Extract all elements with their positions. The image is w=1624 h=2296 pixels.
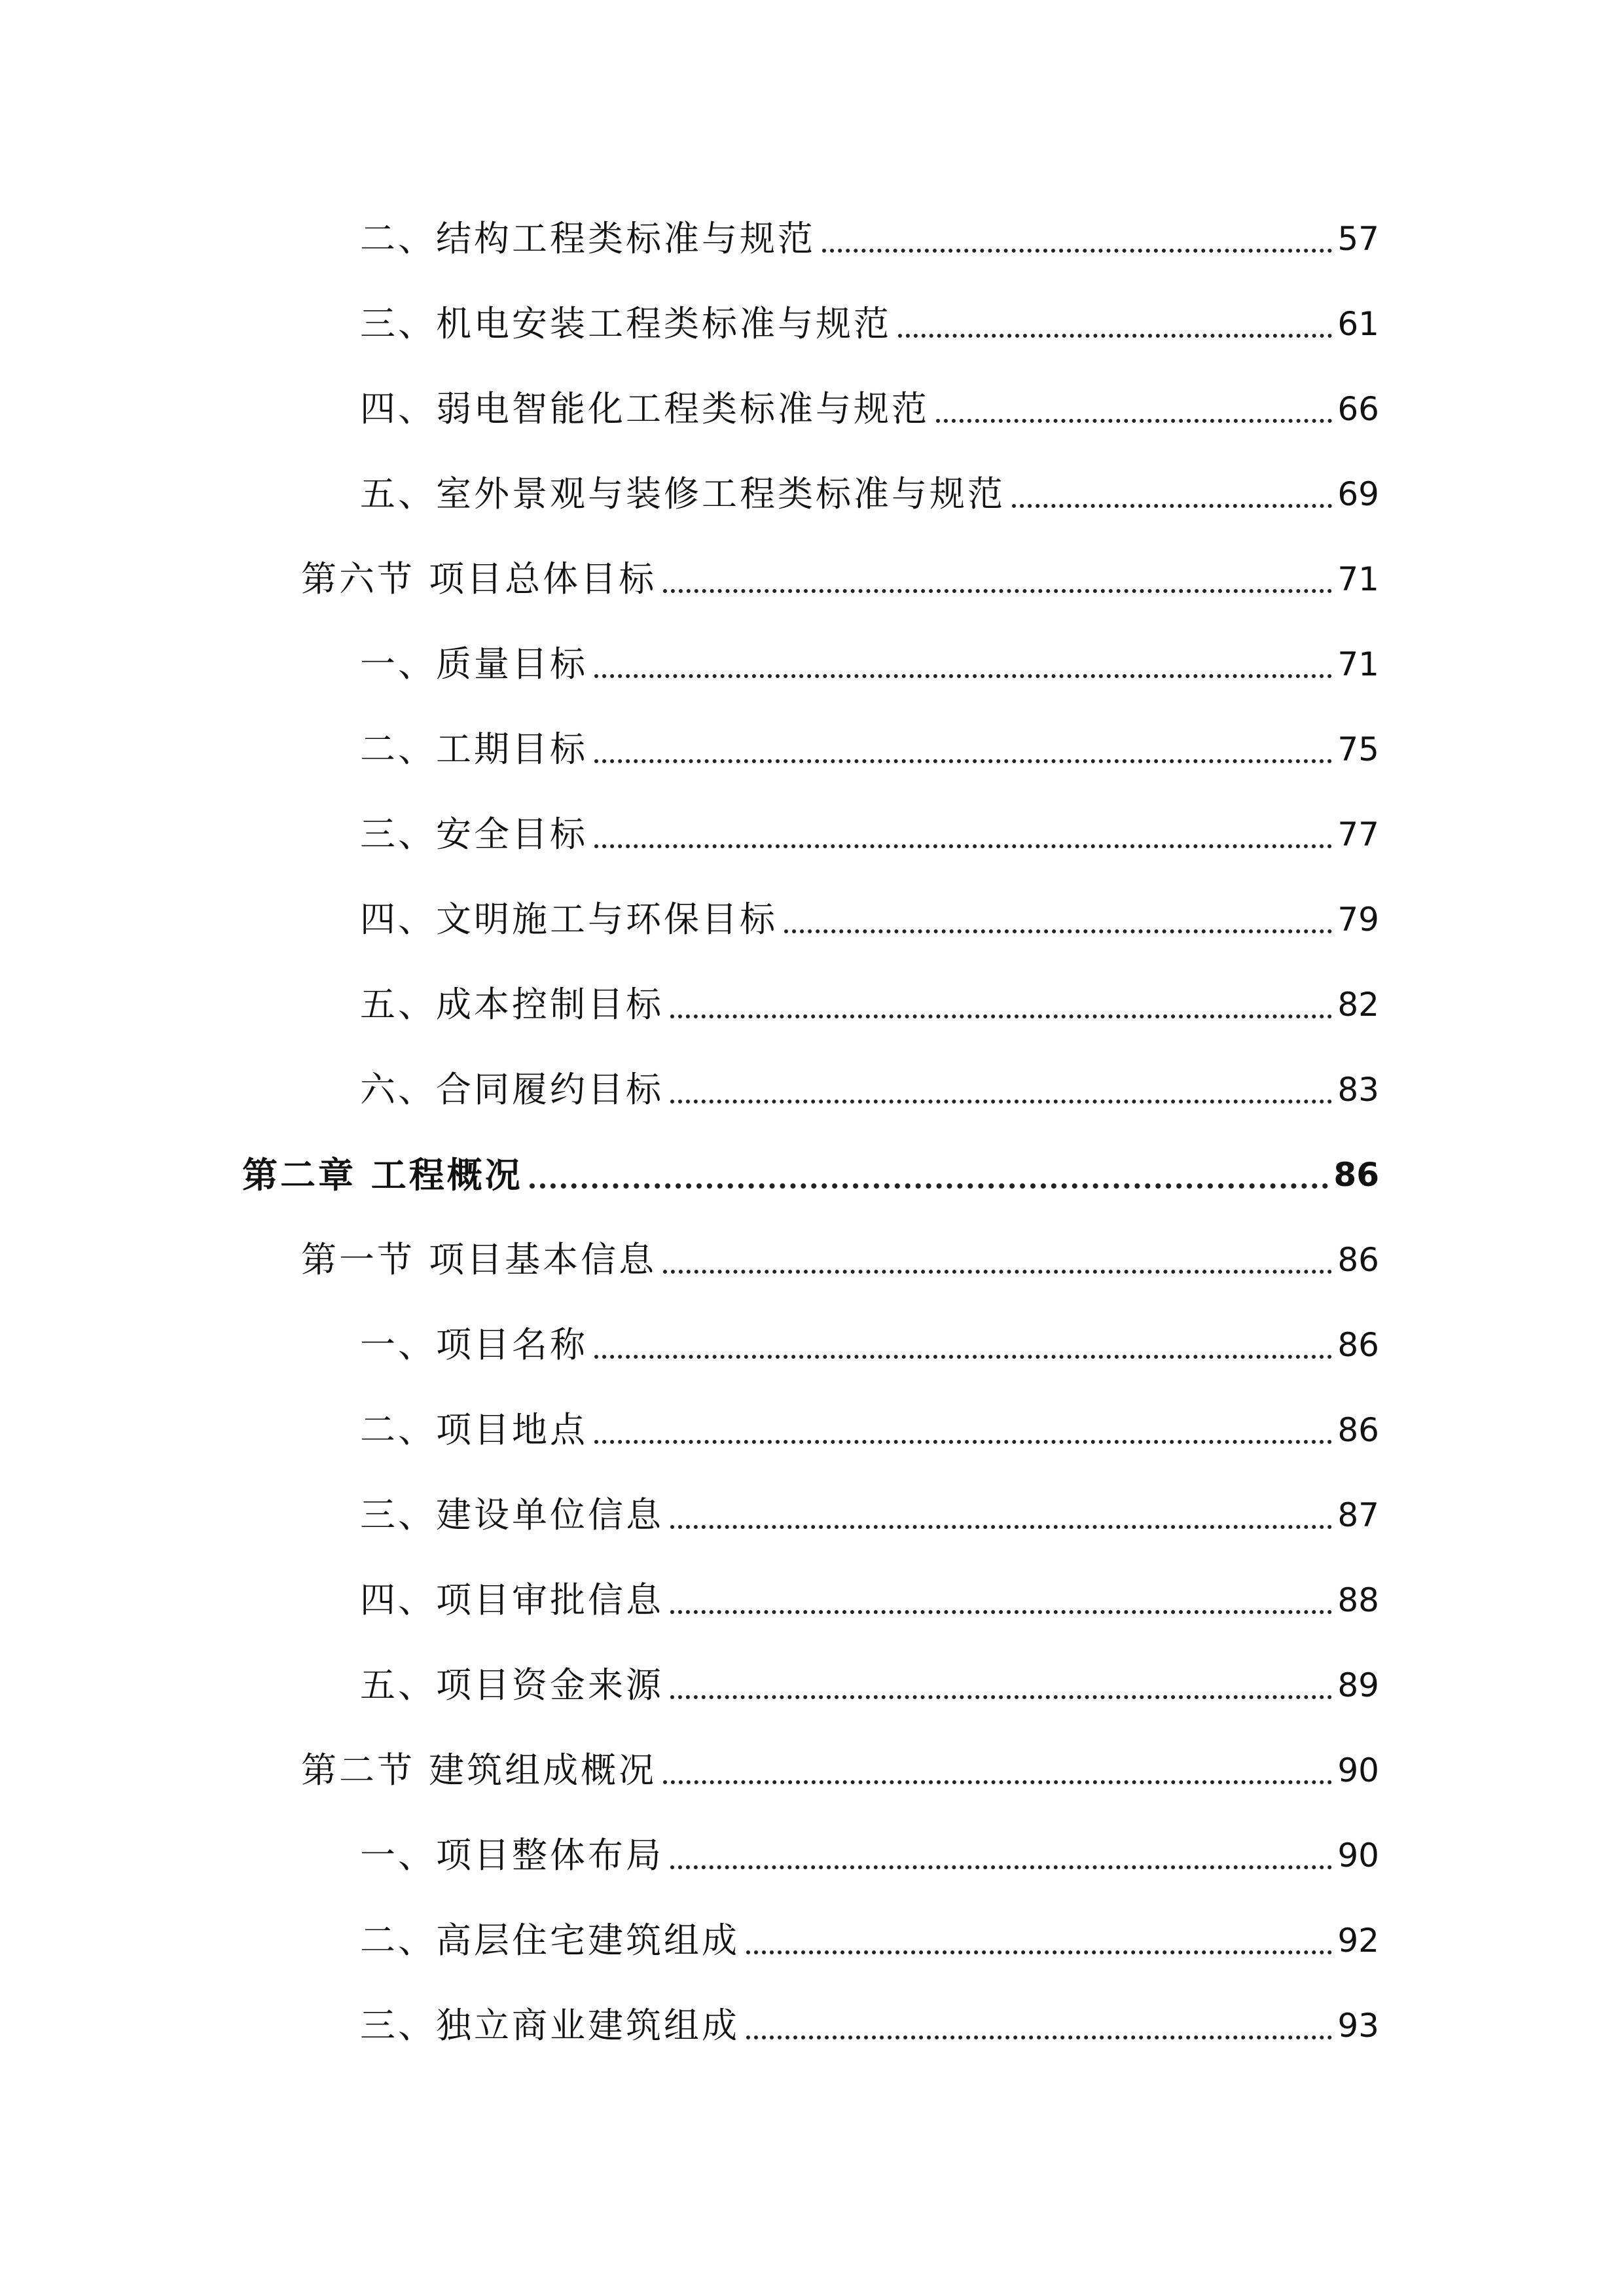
toc-dot-leader (594, 674, 1332, 678)
toc-entry-title: 五、室外景观与装修工程类标准与规范 (360, 473, 1005, 514)
toc-entry-page: 87 (1337, 1496, 1379, 1534)
toc-entry-page: 66 (1337, 390, 1379, 428)
toc-entry-page: 86 (1337, 1326, 1379, 1364)
toc-entry[interactable] (360, 962, 1379, 1028)
toc-entry[interactable] (360, 1302, 1379, 1368)
toc-dot-leader (822, 249, 1332, 253)
toc-entry-title: 二、工期目标 (360, 728, 588, 770)
toc-entry-title: 三、安全目标 (360, 814, 588, 855)
toc-entry[interactable] (360, 1473, 1379, 1538)
toc-entry-page: 71 (1337, 645, 1379, 683)
toc-entry[interactable] (360, 622, 1379, 687)
toc-entry-page: 89 (1337, 1666, 1379, 1704)
toc-entry-page: 90 (1337, 1751, 1379, 1789)
toc-dot-leader (670, 1610, 1332, 1614)
toc-entry-title: 一、质量目标 (360, 643, 588, 685)
toc-entry-page: 57 (1337, 220, 1379, 258)
toc-entry[interactable] (360, 1047, 1379, 1113)
toc-entry-title: 四、项目审批信息 (360, 1579, 664, 1621)
toc-dot-leader (670, 1525, 1332, 1529)
toc-entry-title: 第二章 工程概况 (242, 1154, 523, 1196)
toc-entry-title: 一、项目名称 (360, 1324, 588, 1365)
toc-entry[interactable] (360, 1558, 1379, 1623)
toc-entry-page: 90 (1337, 1837, 1379, 1874)
toc-entry[interactable] (360, 1813, 1379, 1878)
toc-entry-page: 86 (1333, 1156, 1379, 1194)
toc-entry[interactable] (360, 196, 1379, 262)
toc-entry-title: 三、独立商业建筑组成 (360, 2005, 740, 2046)
toc-entry[interactable] (360, 281, 1379, 347)
toc-dot-leader (594, 844, 1332, 848)
toc-dot-leader (663, 1270, 1332, 1274)
toc-dot-leader (670, 1014, 1332, 1018)
toc-dot-leader (1012, 504, 1332, 508)
toc-dot-leader (670, 1865, 1332, 1869)
toc-dot-leader (746, 2036, 1332, 2039)
toc-dot-leader (784, 929, 1332, 933)
toc-entry-page: 93 (1337, 2007, 1379, 2045)
toc-dot-leader (594, 759, 1332, 763)
toc-entry[interactable] (360, 1983, 1379, 2049)
toc-entry[interactable] (360, 877, 1379, 942)
toc-entry[interactable] (360, 792, 1379, 857)
toc-entry-page: 82 (1337, 986, 1379, 1024)
toc-entry-page: 71 (1337, 560, 1379, 598)
toc-entry-title: 四、弱电智能化工程类标准与规范 (360, 388, 929, 429)
toc-entry-title: 二、项目地点 (360, 1409, 588, 1450)
toc-entry-page: 92 (1337, 1922, 1379, 1960)
toc-entry[interactable] (301, 1728, 1379, 1793)
toc-entry[interactable] (360, 1643, 1379, 1708)
toc-entry[interactable] (301, 1217, 1379, 1283)
toc-entry-page: 86 (1337, 1411, 1379, 1449)
toc-entry-title: 第六节 项目总体目标 (301, 558, 657, 600)
toc-entry-title: 二、结构工程类标准与规范 (360, 218, 816, 259)
toc-dot-leader (936, 419, 1332, 423)
toc-dot-leader (530, 1183, 1329, 1189)
toc-dot-leader (898, 334, 1332, 338)
toc-entry-page: 69 (1337, 475, 1379, 513)
toc-dot-leader (746, 1950, 1332, 1954)
toc-dot-leader (663, 1780, 1332, 1784)
toc-entry[interactable] (301, 537, 1379, 602)
toc-entry-title: 一、项目整体布局 (360, 1835, 664, 1876)
toc-entry-title: 第二节 建筑组成概况 (301, 1749, 657, 1791)
toc-dot-leader (670, 1695, 1332, 1699)
toc-entry-title: 三、建设单位信息 (360, 1494, 664, 1535)
toc-entry-page: 86 (1337, 1241, 1379, 1279)
toc-entry-title: 三、机电安装工程类标准与规范 (360, 303, 892, 344)
toc-entry[interactable] (242, 1132, 1379, 1198)
toc-dot-leader (670, 1100, 1332, 1103)
toc-entry-title: 六、合同履约目标 (360, 1069, 664, 1110)
toc-entry[interactable] (360, 367, 1379, 432)
toc-entry-title: 第一节 项目基本信息 (301, 1239, 657, 1280)
toc-entry-title: 二、高层住宅建筑组成 (360, 1920, 740, 1961)
toc-entry-title: 五、项目资金来源 (360, 1664, 664, 1706)
toc-entry[interactable] (360, 1388, 1379, 1453)
toc-entry-page: 75 (1337, 730, 1379, 768)
toc-entry-page: 61 (1337, 305, 1379, 343)
toc-entry-page: 79 (1337, 901, 1379, 939)
toc-entry-page: 88 (1337, 1581, 1379, 1619)
toc-entry-page: 77 (1337, 816, 1379, 853)
toc-entry[interactable] (360, 452, 1379, 517)
toc-entry-title: 五、成本控制目标 (360, 984, 664, 1025)
toc-entry-title: 四、文明施工与环保目标 (360, 899, 778, 940)
toc-entry[interactable] (360, 707, 1379, 772)
toc-dot-leader (663, 589, 1332, 593)
toc-dot-leader (594, 1355, 1332, 1359)
toc-dot-leader (594, 1440, 1332, 1444)
toc-entry-page: 83 (1337, 1071, 1379, 1109)
toc-entry[interactable] (360, 1898, 1379, 1964)
